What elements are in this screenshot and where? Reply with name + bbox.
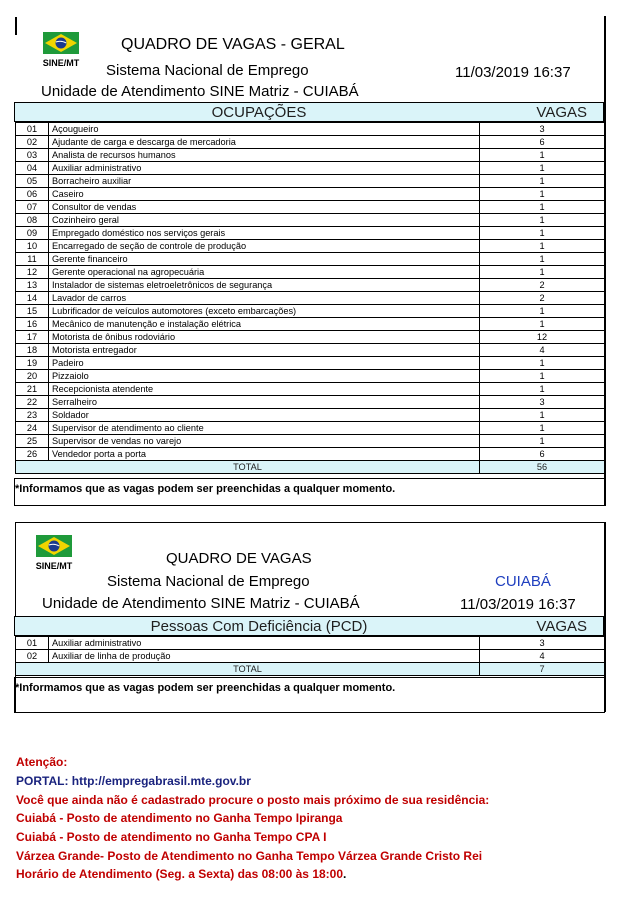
row-number: 25	[16, 435, 49, 448]
vacancy-count: 1	[480, 188, 605, 201]
vacancy-count: 3	[480, 123, 605, 136]
report-datetime: 11/03/2019 16:37	[455, 64, 571, 81]
occupation-name: Auxiliar administrativo	[49, 637, 480, 650]
table-row	[16, 305, 605, 318]
availability-note: *Informamos que as vagas podem ser preenchidas a qualquer momento.	[15, 682, 396, 694]
pcd-vacancies-table	[15, 636, 605, 676]
vacancy-count: 1	[480, 227, 605, 240]
report-datetime: 11/03/2019 16:37	[460, 596, 576, 613]
portal-link[interactable]: PORTAL: http://empregabrasil.mte.gov.br	[16, 774, 251, 788]
row-number: 16	[16, 318, 49, 331]
total-label: TOTAL	[16, 461, 480, 474]
vacancy-count: 1	[480, 240, 605, 253]
panel-title: QUADRO DE VAGAS - GERAL	[121, 36, 345, 53]
table-row	[16, 448, 605, 461]
occupation-name: Borracheiro auxiliar	[49, 175, 480, 188]
occupation-name: Serralheiro	[49, 396, 480, 409]
occupation-name: Gerente operacional na agropecuária	[49, 266, 480, 279]
row-number: 23	[16, 409, 49, 422]
brazil-flag-icon	[30, 533, 78, 559]
row-number: 26	[16, 448, 49, 461]
table-row	[16, 637, 605, 650]
hours-period: .	[343, 867, 347, 881]
table-row	[16, 227, 605, 240]
row-number: 12	[16, 266, 49, 279]
table-row	[16, 201, 605, 214]
table-row	[16, 422, 605, 435]
vacancy-count: 1	[480, 422, 605, 435]
vacancy-count: 3	[480, 396, 605, 409]
occupation-name: Recepcionista atendente	[49, 383, 480, 396]
occupation-name: Auxiliar administrativo	[49, 162, 480, 175]
total-row	[16, 663, 605, 676]
row-number: 11	[16, 253, 49, 266]
occupation-name: Supervisor de vendas no varejo	[49, 435, 480, 448]
column-header-pcd: Pessoas Com Deficiência (PCD)	[150, 618, 368, 635]
pcd-header-band	[14, 616, 604, 636]
general-vacancies-table	[15, 122, 605, 474]
vacancy-count: 1	[480, 409, 605, 422]
attention-line: Várzea Grande- Posto de Atendimento no Ganha Tempo Várzea Grande Cristo Rei	[16, 849, 483, 863]
column-header-occupations: OCUPAÇÕES	[211, 104, 307, 121]
table-row	[16, 357, 605, 370]
occupation-name: Instalador de sistemas eletroeletrônicos de segurança	[49, 279, 480, 292]
row-number: 05	[16, 175, 49, 188]
vacancy-count: 1	[480, 214, 605, 227]
unit-name: Unidade de Atendimento SINE Matriz - CUIABÁ	[42, 595, 360, 612]
occupation-name: Lubrificador de veículos automotores (exceto embarcações)	[49, 305, 480, 318]
row-number: 01	[16, 123, 49, 136]
table-row	[16, 253, 605, 266]
row-number: 22	[16, 396, 49, 409]
table-row	[16, 292, 605, 305]
hours-text: Horário de Atendimento (Seg. a Sexta) das 08:00 às 18:00	[16, 867, 344, 881]
row-number: 18	[16, 344, 49, 357]
table-row	[16, 123, 605, 136]
table-row	[16, 650, 605, 663]
occupations-header-band	[14, 102, 604, 122]
vacancy-count: 1	[480, 357, 605, 370]
occupation-name: Gerente financeiro	[49, 253, 480, 266]
vacancy-count: 1	[480, 383, 605, 396]
row-number: 20	[16, 370, 49, 383]
vacancy-count: 12	[480, 331, 605, 344]
row-number: 03	[16, 149, 49, 162]
row-number: 13	[16, 279, 49, 292]
vacancy-count: 1	[480, 318, 605, 331]
table-row	[16, 279, 605, 292]
unit-name: Unidade de Atendimento SINE Matriz - CUIABÁ	[41, 83, 359, 100]
row-number: 06	[16, 188, 49, 201]
table-row	[16, 214, 605, 227]
attention-line: Você que ainda não é cadastrado procure o posto mais próximo de sua residência:	[16, 793, 490, 807]
row-number: 21	[16, 383, 49, 396]
vacancy-count: 2	[480, 292, 605, 305]
column-header-vacancies: VAGAS	[536, 618, 587, 635]
occupation-name: Soldador	[49, 409, 480, 422]
row-number: 14	[16, 292, 49, 305]
occupation-name: Empregado doméstico nos serviços gerais	[49, 227, 480, 240]
table-row	[16, 318, 605, 331]
vacancy-count: 1	[480, 253, 605, 266]
row-number: 17	[16, 331, 49, 344]
table-row	[16, 409, 605, 422]
table-row	[16, 383, 605, 396]
attention-line: Cuiabá - Posto de atendimento no Ganha Tempo CPA I	[16, 830, 327, 844]
vacancy-count: 1	[480, 162, 605, 175]
row-number: 02	[16, 136, 49, 149]
city-label: CUIABÁ	[495, 573, 551, 590]
vacancy-count: 1	[480, 305, 605, 318]
row-number: 10	[16, 240, 49, 253]
vacancy-count: 1	[480, 435, 605, 448]
occupation-name: Supervisor de atendimento ao cliente	[49, 422, 480, 435]
vacancy-count: 4	[480, 344, 605, 357]
occupation-name: Caseiro	[49, 188, 480, 201]
vacancy-count: 1	[480, 175, 605, 188]
panel-subtitle: Sistema Nacional de Emprego	[106, 62, 309, 79]
vacancy-count: 6	[480, 448, 605, 461]
occupation-name: Motorista de ônibus rodoviário	[49, 331, 480, 344]
attention-hours	[16, 867, 346, 881]
vacancy-count: 1	[480, 149, 605, 162]
occupation-name: Mecânico de manutenção e instalação elétrica	[49, 318, 480, 331]
occupation-name: Vendedor porta a porta	[49, 448, 480, 461]
table-row	[16, 188, 605, 201]
panel-title: QUADRO DE VAGAS	[166, 550, 312, 567]
table-row	[16, 266, 605, 279]
table-row	[16, 149, 605, 162]
row-number: 08	[16, 214, 49, 227]
attention-line: Cuiabá - Posto de atendimento no Ganha Tempo Ipiranga	[16, 811, 343, 825]
row-number: 24	[16, 422, 49, 435]
occupation-name: Motorista entregador	[49, 344, 480, 357]
occupation-name: Ajudante de carga e descarga de mercadoria	[49, 136, 480, 149]
occupation-name: Analista de recursos humanos	[49, 149, 480, 162]
row-number: 01	[16, 637, 49, 650]
vacancy-count: 2	[480, 279, 605, 292]
table-row	[16, 370, 605, 383]
occupation-name: Padeiro	[49, 357, 480, 370]
vacancy-count: 1	[480, 201, 605, 214]
vacancy-count: 4	[480, 650, 605, 663]
vacancy-count: 1	[480, 370, 605, 383]
occupation-name: Pizzaiolo	[49, 370, 480, 383]
occupation-name: Açougueiro	[49, 123, 480, 136]
table-row	[16, 136, 605, 149]
total-value: 56	[480, 461, 605, 474]
total-label: TOTAL	[16, 663, 480, 676]
total-value: 7	[480, 663, 605, 676]
vacancy-count: 6	[480, 136, 605, 149]
occupation-name: Auxiliar de linha de produção	[49, 650, 480, 663]
sine-mt-logo	[30, 533, 78, 571]
occupation-name: Cozinheiro geral	[49, 214, 480, 227]
table-row	[16, 162, 605, 175]
row-number: 07	[16, 201, 49, 214]
table-row	[16, 331, 605, 344]
logo-text: SINE/MT	[35, 561, 73, 571]
table-row	[16, 344, 605, 357]
table-row	[16, 435, 605, 448]
sine-mt-logo	[37, 30, 85, 68]
row-number: 19	[16, 357, 49, 370]
table-row	[16, 240, 605, 253]
total-row	[16, 461, 605, 474]
occupation-name: Lavador de carros	[49, 292, 480, 305]
occupation-name: Consultor de vendas	[49, 201, 480, 214]
table-row	[16, 396, 605, 409]
panel-subtitle: Sistema Nacional de Emprego	[107, 573, 310, 590]
row-number: 15	[16, 305, 49, 318]
attention-heading: Atenção:	[16, 755, 68, 769]
brazil-flag-icon	[37, 30, 85, 56]
vacancy-count: 3	[480, 637, 605, 650]
vacancy-count: 1	[480, 266, 605, 279]
row-number: 09	[16, 227, 49, 240]
column-header-vacancies: VAGAS	[536, 104, 587, 121]
logo-text: SINE/MT	[42, 58, 80, 68]
row-number: 02	[16, 650, 49, 663]
row-number: 04	[16, 162, 49, 175]
availability-note: *Informamos que as vagas podem ser preenchidas a qualquer momento.	[15, 483, 396, 495]
table-row	[16, 175, 605, 188]
occupation-name: Encarregado de seção de controle de produção	[49, 240, 480, 253]
